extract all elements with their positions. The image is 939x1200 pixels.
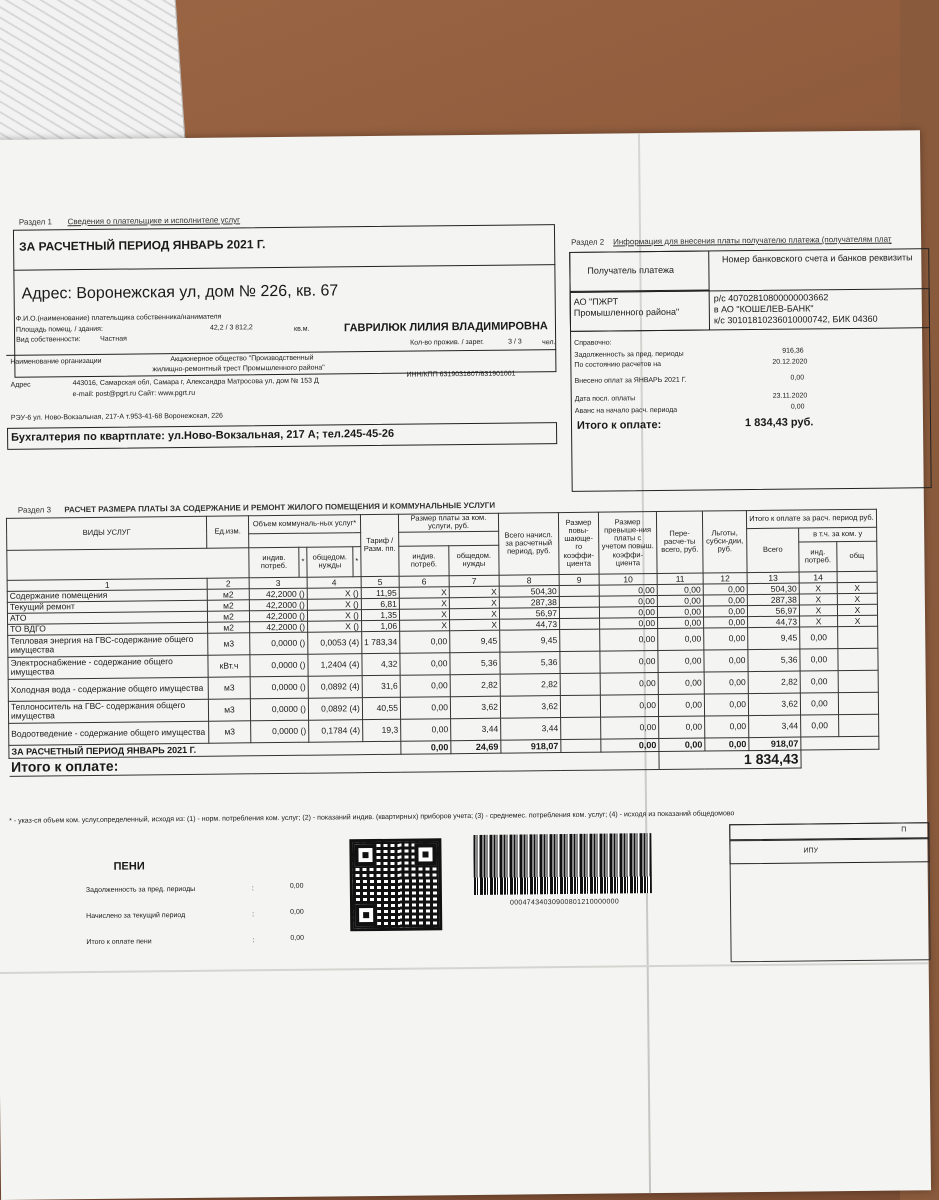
barcode-number: 00047434030900801210000000 (509, 898, 620, 907)
ipu-label: ИПУ (803, 847, 819, 855)
ipu-corner-label: П (901, 826, 907, 834)
section3-label: Раздел 3 (17, 505, 52, 515)
service-name: АТО (7, 611, 207, 624)
total-charged: 3,44 (501, 717, 561, 740)
tariff: 1 783,34 (362, 631, 400, 653)
benefits: 0,00 (703, 605, 747, 616)
penalties-debt-value: 0,00 (289, 882, 304, 890)
org-label: Наименование организации (10, 357, 102, 366)
total-charged: 9,45 (500, 629, 560, 652)
excess: 0,00 (599, 617, 657, 629)
service-name: ТО ВДГО (8, 622, 208, 635)
col-tariff: Тариф / Разм. пп. (360, 514, 399, 576)
pay-ind: X (399, 608, 449, 620)
col-pay-size: Размер платы за ком. услуги, руб. (398, 513, 498, 532)
service-unit: м3 (208, 632, 250, 654)
qr-finder (355, 904, 377, 926)
volume-common: X () (307, 609, 361, 621)
total-charged: 504,30 (499, 585, 559, 597)
penalties-total-value: 0,00 (290, 934, 305, 942)
to-pay: 2,82 (748, 671, 800, 694)
period-total-spacer (801, 736, 879, 750)
penalties-total-colon: : (252, 937, 255, 945)
charges-rows (7, 582, 879, 745)
benefits: 0,00 (703, 594, 747, 605)
benefits: 0,00 (703, 583, 747, 594)
period-total-excess: 0,00 (601, 738, 659, 752)
charges-table (6, 509, 880, 777)
col-excess: Размер превыше-ния платы с учетом повыш. коэффи-циента (598, 512, 657, 574)
to-pay-ind: 0,00 (800, 692, 838, 714)
col-to-pay-common: общ (837, 541, 877, 571)
pay-ind: 0,00 (400, 652, 450, 675)
payment-qr-code (349, 838, 442, 931)
service-unit: м3 (208, 698, 250, 720)
section2-label: Раздел 2 (571, 237, 605, 247)
period-total-label: ЗА РАСЧЕТНЫЙ ПЕРИОД ЯНВАРЬ 2021 Г. (9, 741, 401, 758)
volume-common: X () (307, 587, 361, 599)
service-unit: кВт.ч (208, 654, 250, 676)
residents-label: Кол-во прожив. / зарег. (410, 338, 485, 347)
to-pay: 504,30 (747, 583, 799, 595)
volume-common: X () (307, 620, 361, 632)
to-pay-common (838, 648, 878, 670)
to-pay-ind: 0,00 (800, 626, 838, 648)
col-number: 11 (657, 573, 703, 584)
ownership-label: Вид собственности: (16, 336, 81, 344)
volume-ind: 42,2000 () (249, 610, 307, 622)
tariff: 6,81 (361, 598, 399, 609)
address-label: Адрес (10, 381, 31, 389)
benefits: 0,00 (704, 693, 748, 715)
col-to-pay: Итого к оплате за расч. период руб. (746, 509, 876, 528)
pay-ind: X (399, 597, 449, 609)
col-pay-ind: индив. потреб. (399, 545, 449, 576)
col-volume: Объем коммуналь-ных услуг* (248, 515, 360, 534)
footnote: * - указ-ся объем ком. услуг,определенный, исходя из: (1) - норм. потребления ком. услуг; (2) - показаний индив. (квартирных) приборов учета; (3) - среднемес. потребления ком. услуг; (4) - исходя из показаний общедомово (9, 810, 735, 825)
payer-name: ГАВРИЛЮК ЛИЛИЯ ВЛАДИМИРОВНА (343, 320, 548, 335)
account-line3: к/с 30101810236010000742, БИК 04360 (713, 313, 878, 326)
pay-common: X (449, 597, 499, 609)
total-charged: 44,73 (499, 618, 559, 630)
volume-ind: 0,0000 () (250, 676, 308, 699)
volume-common: 0,0892 (4) (308, 675, 362, 698)
total-charged: 56,97 (499, 607, 559, 619)
col-coef: Размер повы-шающе-го коэффи-циента (558, 512, 599, 574)
qr-finder (414, 843, 436, 865)
col-number: 2 (207, 577, 249, 588)
recalc: 0,00 (657, 606, 703, 617)
advance-value: 0,00 (790, 403, 805, 411)
total-due-value: 1 834,43 руб. (744, 416, 814, 430)
org-name-line2: жилищно-ремонтный трест Промышленного района" (152, 364, 325, 374)
to-pay-ind: 0,00 (800, 670, 838, 692)
service-name: Тепловая энергия на ГВС-содержание общего имущества (8, 633, 208, 657)
account-header: Номер банковского счета и банков реквизиты (721, 252, 913, 265)
col-recalc: Пере-расче-ты всего, руб. (656, 511, 703, 573)
tariff: 1,06 (361, 620, 399, 631)
col-vol-star2: * (353, 546, 361, 576)
col-vol-common: общедом. нужды (307, 546, 353, 576)
section1-label: Раздел 1 (18, 217, 53, 227)
service-name: Водоотведение - содержание общего имущества (9, 721, 209, 745)
col-number: 5 (361, 576, 399, 587)
excess: 0,00 (600, 694, 658, 717)
to-pay-ind: X (799, 593, 837, 604)
col-number: 8 (499, 574, 559, 586)
paper-fold-horizontal (0, 962, 929, 974)
volume-ind: 42,2000 () (249, 599, 307, 611)
residents-value: 3 / 3 (508, 338, 522, 346)
col-total-charged: Всего начисл. за расчетный период, руб. (498, 513, 559, 575)
period-total-pay-common: 24,69 (451, 740, 501, 754)
pay-common: 9,45 (450, 630, 500, 653)
col-number: 12 (703, 572, 747, 583)
penalties-title: ПЕНИ (113, 860, 145, 873)
to-pay: 56,97 (747, 605, 799, 617)
excess: 0,00 (599, 595, 657, 607)
grand-total-spacer (801, 749, 879, 768)
pay-common: 3,44 (451, 718, 501, 741)
col-to-pay-ind: инд. потреб. (799, 541, 837, 571)
service-name: Теплоноситель на ГВС- содержания общего имущества (8, 699, 208, 723)
to-pay-ind: 0,00 (800, 648, 838, 670)
total-charged: 2,82 (500, 673, 560, 696)
accounting-info: Бухгалтерия по квартплате: ул.Ново-Вокзальная, 217 А; тел.245-45-26 (11, 427, 395, 444)
col-unit: Ед.изм. (206, 516, 248, 548)
to-pay-ind: X (799, 604, 837, 615)
tariff: 1,35 (361, 609, 399, 620)
recalc: 0,00 (658, 650, 704, 672)
period-total-pay-ind: 0,00 (401, 740, 451, 754)
col-number: 7 (449, 575, 499, 587)
ipu-header-cell (729, 838, 929, 864)
inn: ИНН/КПП 6319031607/631901001 (406, 370, 516, 379)
coef (560, 695, 600, 717)
to-pay: 3,62 (748, 693, 800, 716)
service-name: Электроснабжение - содержание общего имущества (8, 655, 208, 679)
total-charged: 287,38 (499, 596, 559, 608)
col-number: 3 (249, 577, 307, 589)
benefits: 0,00 (704, 627, 748, 649)
to-pay-common: X (837, 582, 877, 593)
to-pay-common (838, 626, 878, 648)
col-benefits: Льготы, субси-дии, руб. (702, 511, 747, 573)
area-label: Площадь помещ. / здания: (15, 325, 103, 334)
recalc: 0,00 (657, 617, 703, 628)
debt-value: 916,36 (782, 347, 804, 355)
to-pay-common (838, 692, 878, 714)
to-pay: 287,38 (747, 594, 799, 606)
volume-common: 0,0053 (4) (308, 631, 362, 654)
col-number: 9 (559, 574, 599, 585)
to-pay: 44,73 (747, 616, 799, 628)
to-pay-ind: X (799, 615, 837, 626)
col-pay-common: общедом. нужды (449, 545, 499, 576)
coef (561, 717, 601, 739)
tariff: 11,95 (361, 587, 399, 598)
section2-title: Информация для внесения платы получателю платежа (получателям плат (613, 234, 892, 247)
pay-ind: X (399, 586, 449, 598)
qr-finder (354, 844, 376, 866)
excess: 0,00 (599, 584, 657, 596)
penalties-debt-label: Задолженность за пред. периоды (85, 885, 196, 895)
col-number: 1 (7, 578, 207, 591)
period-total-coef (561, 739, 601, 752)
excess: 0,00 (600, 650, 658, 673)
background-document (0, 0, 186, 157)
to-pay-common: X (837, 615, 877, 626)
to-pay: 3,44 (749, 715, 801, 738)
billing-period: ЗА РАСЧЕТНЫЙ ПЕРИОД ЯНВАРЬ 2021 Г. (19, 237, 266, 254)
service-unit: м2 (207, 588, 249, 599)
service-name: Холодная вода - содержание общего имущества (8, 677, 208, 701)
benefits: 0,00 (704, 671, 748, 693)
recalc: 0,00 (658, 628, 704, 650)
volume-ind: 0,0000 () (251, 720, 309, 743)
last-payment-label: Дата посл. оплаты (574, 395, 636, 403)
grand-total-label: Итого к оплате: (9, 751, 659, 776)
to-pay-common: X (837, 593, 877, 604)
period-total-pay: 918,07 (749, 737, 801, 751)
penalties-accrued-value: 0,00 (290, 908, 304, 916)
paid-label: Внесено оплат за ЯНВАРЬ 2021 Г. (574, 376, 687, 385)
section3-title: РАСЧЕТ РАЗМЕРА ПЛАТЫ ЗА СОДЕРЖАНИЕ И РЕМОНТ ЖИЛОГО ПОМЕЩЕНИЯ И КОММУНАЛЬНЫЕ УСЛУГИ (64, 500, 496, 515)
volume-common: 0,1784 (4) (309, 719, 363, 742)
col-number: 13 (747, 572, 799, 584)
tariff: 31,6 (362, 675, 400, 697)
volume-ind: 0,0000 () (250, 698, 308, 721)
col-to-pay-incl: в т.ч. за ком. у (799, 527, 877, 542)
volume-ind: 42,2000 () (249, 588, 307, 600)
pay-ind: 0,00 (401, 718, 451, 741)
tariff: 40,55 (362, 697, 400, 719)
col-volume-spacer (249, 532, 361, 547)
org-contacts: e-mail: post@pgrt.ru Сайт: www.pgrt.ru (72, 389, 196, 399)
service-name: Содержание помещения (7, 589, 207, 602)
benefits: 0,00 (705, 715, 749, 737)
excess: 0,00 (599, 606, 657, 618)
volume-common: X () (307, 598, 361, 610)
excess: 0,00 (600, 628, 658, 651)
col-services-spacer (7, 547, 249, 580)
coef (559, 618, 599, 629)
section1-title: Сведения о плательщике и исполнителе услуг (67, 215, 241, 227)
recalc: 0,00 (657, 584, 703, 595)
penalties-total-label: Итого к оплате пени (86, 938, 152, 947)
state-date: 20.12.2020 (772, 358, 808, 366)
tariff: 19,3 (362, 719, 400, 741)
service-unit: м2 (207, 610, 249, 621)
coef (559, 585, 599, 596)
coef (560, 629, 600, 651)
pay-common: 5,36 (450, 652, 500, 675)
grand-total-value: 1 834,43 (659, 750, 801, 769)
pay-common: 3,62 (450, 696, 500, 719)
col-number: 10 (599, 573, 657, 585)
col-number (837, 571, 877, 582)
col-number: 6 (399, 575, 449, 587)
total-charged: 5,36 (500, 651, 560, 674)
recipient-line2: Промышленного района" (573, 306, 680, 318)
col-vol-star1: * (299, 547, 307, 577)
pay-common: X (449, 608, 499, 620)
period-total-recalc: 0,00 (659, 738, 705, 751)
reu-info: РЭУ-6 ул. Ново-Вокзальная, 217-А т.953-41-68 Воронежская, 226 (10, 412, 223, 422)
payment-barcode (473, 833, 652, 895)
pay-ind: 0,00 (400, 696, 450, 719)
col-pay-spacer (399, 531, 499, 546)
service-unit: м3 (208, 676, 250, 698)
pay-common: 2,82 (450, 674, 500, 697)
service-name: Текущий ремонт (7, 600, 207, 613)
service-unit: м3 (209, 720, 251, 742)
penalties-debt-colon: : (251, 885, 254, 893)
to-pay-common: X (837, 604, 877, 615)
excess: 0,00 (600, 672, 658, 695)
col-to-pay-total: Всего (747, 528, 799, 573)
account-line2: в АО "КОШЕЛЕВ-БАНК" (713, 303, 814, 315)
advance-label: Аванс на начало расч. периода (574, 406, 678, 415)
recalc: 0,00 (659, 716, 705, 738)
coef (559, 607, 599, 618)
recalc: 0,00 (658, 694, 704, 716)
utility-bill (0, 130, 931, 1200)
paid-value: 0,00 (790, 374, 805, 382)
coef (559, 596, 599, 607)
service-unit: м2 (207, 599, 249, 610)
to-pay-ind: X (799, 582, 837, 593)
penalties-accrued-label: Начислено за текущий период (86, 911, 186, 921)
section1-header (19, 215, 240, 226)
recalc: 0,00 (658, 672, 704, 694)
residents-unit: чел. (542, 339, 556, 347)
account-line1: р/с 40702810800000003662 (713, 292, 829, 304)
col-services: ВИДЫ УСЛУГ (6, 516, 206, 550)
pay-common: X (449, 586, 499, 598)
org-address: 443016, Самарская обл, Самара г, Александра Матросова ул, дом № 153 Д (72, 377, 319, 388)
state-label: По состоянию расчетов на (574, 360, 662, 369)
to-pay: 9,45 (748, 627, 800, 650)
volume-ind: 42,2000 () (250, 621, 308, 633)
period-total-charged: 918,07 (501, 739, 561, 753)
tariff: 4,32 (362, 653, 400, 675)
to-pay-common (839, 714, 879, 736)
area-unit: кв.м. (293, 325, 310, 333)
area-value: 42,2 / 3 812,2 (209, 324, 253, 332)
org-name-line1: Акционерное общество "Производственный (170, 354, 314, 364)
col-number: 4 (307, 576, 361, 588)
fio-label: Ф.И.О.(наименование) плательщика собственника/нанимателя (15, 313, 222, 323)
benefits: 0,00 (703, 616, 747, 627)
recalc: 0,00 (657, 595, 703, 606)
total-due-label: Итого к оплате: (576, 418, 662, 432)
volume-common: 1,2404 (4) (308, 653, 362, 676)
to-pay-ind: 0,00 (801, 714, 839, 736)
reference-label: Справочно: (574, 339, 612, 347)
excess: 0,00 (601, 716, 659, 739)
benefits: 0,00 (704, 649, 748, 671)
recipient-line1: АО "ПЖРТ (573, 296, 619, 307)
coef (560, 651, 600, 673)
service-unit: м2 (208, 621, 250, 632)
pay-ind: 0,00 (400, 674, 450, 697)
to-pay-common (838, 670, 878, 692)
coef (560, 673, 600, 695)
debt-label: Задолженность за пред. периоды (574, 350, 684, 359)
pay-ind: 0,00 (400, 630, 450, 653)
property-address: Адрес: Воронежская ул, дом № 226, кв. 67 (21, 282, 339, 303)
pay-common: X (449, 619, 499, 631)
volume-ind: 0,0000 () (250, 632, 308, 655)
last-payment-date: 23.11.2020 (772, 392, 808, 400)
total-charged: 3,62 (500, 695, 560, 718)
volume-common: 0,0892 (4) (308, 697, 362, 720)
volume-ind: 0,0000 () (250, 654, 308, 677)
col-number: 14 (799, 571, 837, 582)
ownership-value: Частная (100, 335, 127, 343)
recipient-header: Получатель платежа (587, 264, 675, 276)
to-pay: 5,36 (748, 649, 800, 672)
penalties-accrued-colon: : (252, 911, 255, 919)
pay-ind: X (399, 619, 449, 631)
col-vol-ind: индив. потреб. (249, 547, 299, 578)
period-total-benefits: 0,00 (705, 737, 749, 750)
section2-header (571, 235, 891, 247)
